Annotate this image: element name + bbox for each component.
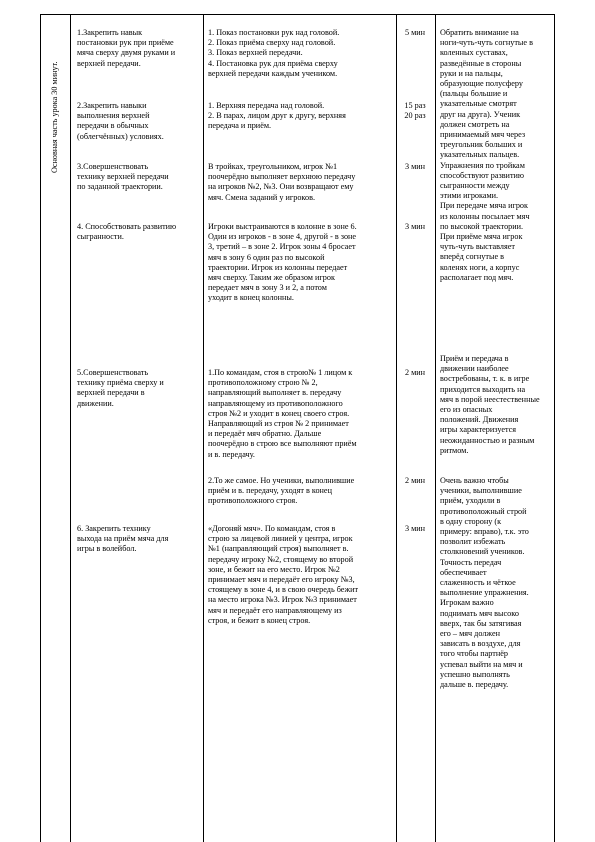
note-1: Обратить внимание на ноги-чуть-чуть согнутые в коленных суставах, разведённые в стороны руки и на пальцы, образующие полусферу (пальцы большие и указательные смотрят друг на друга). Ученик должен смотреть на принимаемый мяч через треугольник больших и указательных пальцев. Упражнения по тройкам способствуют развитию сыгранности между этими игроками. При передаче мяча игрок из колонны посылает мяч по высокой траектории. При приёме мяча игрок чуть-чуть выставляет вперёд согнутые в коленях ноги, а корпус располагает под мяч. [440,28,533,282]
dosage-2: 15 раз 20 раз [404,101,426,121]
content-2: 1. Верхняя передача над головой. 2. В парах, лицом друг к другу, верхняя передача и приём. [208,101,346,131]
content-1: 1. Показ постановки рук над головой. 2. Показ приёма сверху над головой. 3. Показ верхней передачи. 4. Постановка рук для приёма сверху верхней передачи каждым учеником. [208,28,340,78]
note-3: Очень важно чтобы ученики, выполнившие приём, уходили в противоположный строй в одну сторону (к примеру: вправо), т.к. это позволит избежать столкновений учеников. Точность передач обеспечивает слаженность и чёткое выполнение упражнения. Игрокам важно поднимать мяч высоко вверх, так бы затягивая его – мяч должен зависать в воздухе, для того чтобы партнёр успевал выйти на мяч и успешно выполнять дальше в. передачу. [440,476,529,690]
column-divider-4 [435,14,436,842]
column-divider-2 [203,14,204,842]
content-4: Игроки выстраиваются в колонне в зоне 6. Один из игроков - в зоне 4, другой - в зоне 3, третий – в зоне 2. Игрок зоны 4 бросает мяч в зону 6 один раз по высокой траектории. Игрок из колонны передает мяч сверху. Таким же образом игрок передает мяч в зону 3 и 2, а потом уходит в конец колонны. [208,222,357,303]
task-3: 3.Совершенствовать технику верхней передачи по заданной траектории. [77,162,169,192]
task-1: 1.Закрепить навык постановки рук при приёме мяча сверху двумя руками и верхней передачи. [77,28,176,68]
note-2: Приём и передача в движении наиболее востребованы, т. к. в игре приходится выходить на мяч в порой неестественные его из опасных положений. Движения игры характеризуется неожиданностью и разным ритмом. [440,354,540,455]
dosage-5: 2 мин [404,368,426,377]
task-4: 4. Способствовать развитию сыгранности. [77,222,177,242]
dosage-3: 3 мин [404,162,426,171]
content-5b: 2.То же самое. Но ученики, выполнившие приём и в. передачу, уходят в конец противоположного строя. [208,476,355,506]
dosage-6: 3 мин [404,524,426,533]
column-divider-1 [70,14,71,842]
content-3: В тройках, треугольником, игрок №1 поочерёдно выполняет верхнюю передачу на игроков №2, №3. Они возвращают ему мяч. Смена заданий у игроков. [208,162,356,202]
table-top-border [40,14,554,15]
column-divider-3 [396,14,397,842]
section-label: Основная часть урока 30 минут. [50,61,59,173]
table-right-border [554,14,555,842]
dosage-1: 5 мин [404,28,426,37]
section-label-cell [46,18,64,178]
content-6: «Догоняй мяч». По командам, стоя в строю за лицевой линией у центра, игрок №1 (направляющий строя) выполняет в. передачу игроку №2, стоящему во второй зоне, и бежит на его место. Игрок №2 принимает мяч и передаёт его игроку №3, стоящему в зоне 4, и в свою очередь бежит на место игрока №3. Игрок №3 принимает мяч и передаёт его направляющему из строя, и бежит в конец строя. [208,524,359,625]
dosage-4: 3 мин [404,222,426,231]
content-5: 1.По командам, стоя в строю№ 1 лицом к противоположному строю № 2, направляющий выполняет в. передачу направляющему из противоположного строя №2 и уходит в конец своего строя. Направляющий из строя № 2 принимает и передаёт мяч обратно. Дальше поочерёдно в строю все выполняют приём и в. передачу. [208,368,357,459]
task-2: 2.Закрепить навыки выполнения верхней передачи в обычных (облегчённых) условиях. [77,101,164,141]
task-5: 5.Совершенствовать технику приёма сверху и верхней передачи в движении. [77,368,164,408]
task-6: 6. Закрепить технику выхода на приём мяча для игры в волейбол. [77,524,169,554]
table-left-border [40,14,41,842]
dosage-5b: 2 мин [404,476,426,485]
